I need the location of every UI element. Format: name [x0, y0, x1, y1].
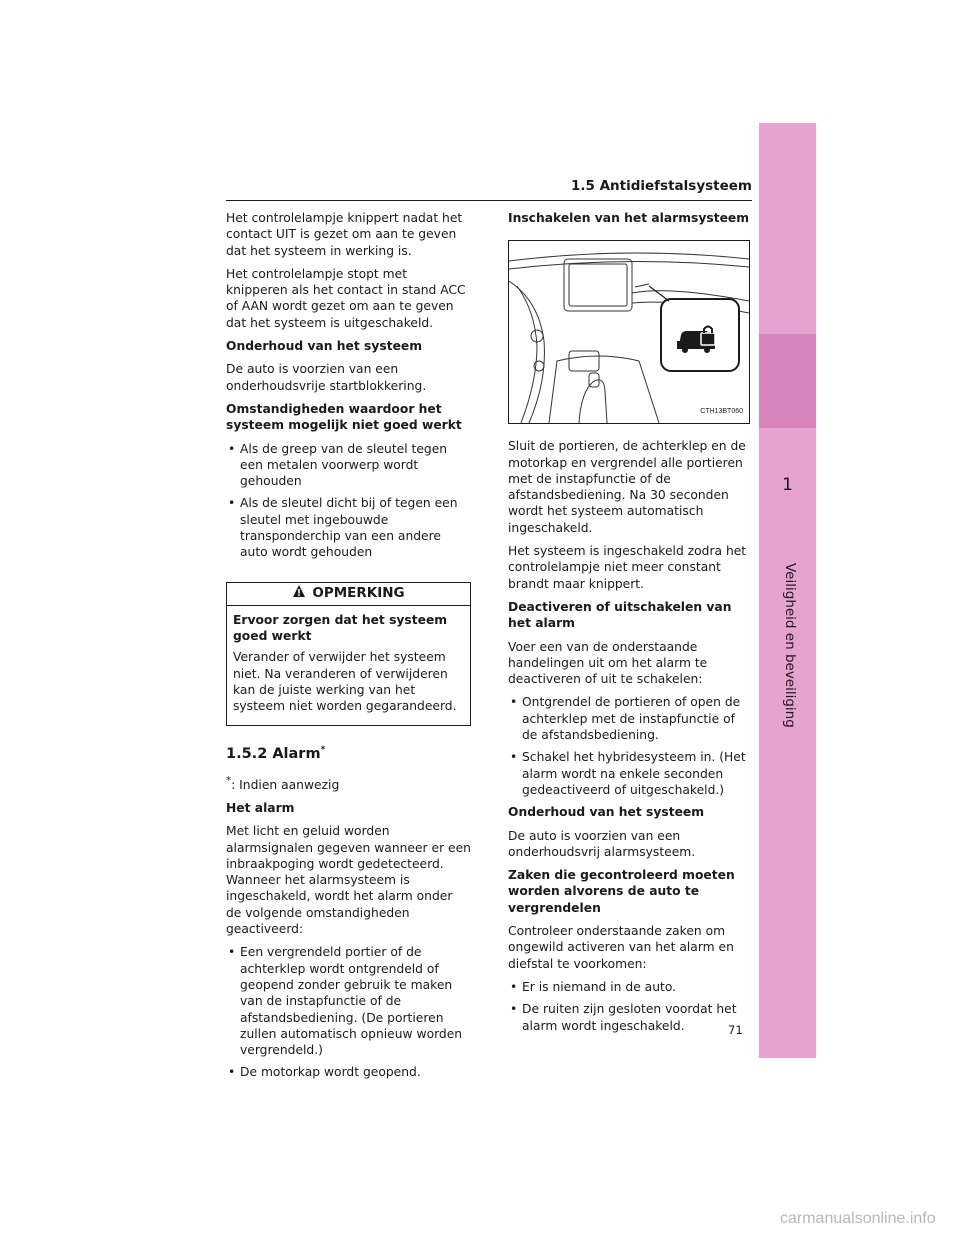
- footnote-text: : Indien aanwezig: [231, 777, 340, 792]
- subheading: Deactiveren of uitschakelen van het alarm: [508, 599, 732, 631]
- section-title-star: *: [320, 745, 326, 756]
- warning-icon: [292, 584, 306, 602]
- chapter-number-box: [759, 334, 816, 428]
- paragraph: Met licht en geluid worden alarmsignalen gegeven wanneer er een inbraakpoging wordt gedetecteerd. Wanneer het alarmsysteem is ingeschakeld, wordt het alarm onder de volgende omstandigheden geactiveerd:: [226, 824, 471, 937]
- notice-body: [227, 606, 470, 715]
- watermark[interactable]: carmanualsonline.info: [780, 1210, 936, 1227]
- paragraph: Het systeem is ingeschakeld zodra het controlelampje niet meer constant brandt maar knippert.: [508, 544, 747, 591]
- notice-box: [226, 582, 471, 727]
- left-column: [226, 210, 471, 1087]
- list-item: • Schakel het hybridesysteem in. (Het alarm wordt na enkele seconden gedeactiveerd of uitgeschakeld.): [508, 749, 753, 798]
- paragraph: Het controlelampje knippert nadat het contact UIT is gezet om aan te geven dat het systeem in werking is.: [226, 211, 463, 258]
- subheading: Omstandigheden waardoor het systeem mogelijk niet goed werkt: [226, 401, 462, 433]
- footnote: [226, 773, 471, 793]
- paragraph: Controleer onderstaande zaken om ongewild activeren van het alarm en diefstal te voorkomen:: [508, 924, 734, 971]
- section-title: [226, 742, 471, 762]
- list-item: • De ruiten zijn gesloten voordat het alarm wordt ingeschakeld.: [508, 1001, 753, 1034]
- list-item: • Als de greep van de sleutel tegen een metalen voorwerp wordt gehouden: [226, 441, 471, 490]
- subheading: Onderhoud van het systeem: [226, 339, 423, 354]
- list-item: • De motorkap wordt geopend.: [226, 1064, 471, 1080]
- subheading: Onderhoud van het systeem: [508, 805, 705, 820]
- right-column: [508, 210, 753, 1040]
- paragraph: Voer een van de onderstaande handelingen uit om het alarm te deactiveren of uit te schakelen:: [508, 639, 708, 687]
- list-item: • Er is niemand in de auto.: [508, 979, 753, 995]
- page-number: 71: [728, 1023, 743, 1037]
- chapter-title: Veiligheid en beveiliging: [782, 563, 798, 728]
- list-item: • Ontgrendel de portieren of open de achterklep met de instapfunctie of de afstandsbediening.: [508, 694, 753, 743]
- notice-header: [227, 583, 470, 606]
- paragraph: De auto is voorzien van een onderhoudsvrije startblokkering.: [226, 362, 427, 393]
- chapter-number: 1: [782, 475, 793, 495]
- paragraph: Sluit de portieren, de achterklep en de motorkap en vergrendel alle portieren met de instapfunctie of de afstandsbediening. Na 30 seconden wordt het systeem automatisch ingeschakeld.: [508, 439, 746, 535]
- list-item: • Als de sleutel dicht bij of tegen een sleutel met ingebouwde transponderchip van een andere auto wordt gehouden: [226, 495, 471, 560]
- notice-title: OPMERKING: [312, 585, 405, 602]
- subheading: Het alarm: [226, 800, 295, 815]
- list-item: • Een vergrendeld portier of de achterklep wordt ontgrendeld of geopend zonder gebruik te maken van de instapfunctie of de afstandsbediening. (De portieren zullen automatisch opnieuw worden vergrendeld.): [226, 944, 471, 1058]
- subheading: Zaken die gecontroleerd moeten worden alvorens de auto te vergrendelen: [508, 868, 735, 915]
- figure-code: CTH13BT060: [700, 408, 743, 415]
- footnote-star: *: [226, 774, 232, 787]
- notice-subtitle: Ervoor zorgen dat het systeem goed werkt: [233, 612, 448, 643]
- chapter-side-tab: [759, 123, 816, 1058]
- dashboard-illustration: [508, 240, 750, 424]
- dashboard-drawing: [509, 241, 749, 423]
- notice-text: Verander of verwijder het systeem niet. Na veranderen of verwijderen kan de juiste werking van het systeem niet worden gegarandeerd.: [233, 650, 457, 714]
- section-title-text: 1.5.2 Alarm: [226, 746, 321, 763]
- page-header: [226, 178, 752, 201]
- section-header-title: 1.5 Antidiefstalsysteem: [570, 178, 752, 194]
- subheading: Inschakelen van het alarmsysteem: [508, 211, 750, 225]
- paragraph: De auto is voorzien van een onderhoudsvrij alarmsysteem.: [508, 828, 696, 859]
- paragraph: Het controlelampje stopt met knipperen als het contact in stand ACC of AAN wordt gezet om aan te geven dat het systeem is uitgeschakeld.: [226, 266, 466, 330]
